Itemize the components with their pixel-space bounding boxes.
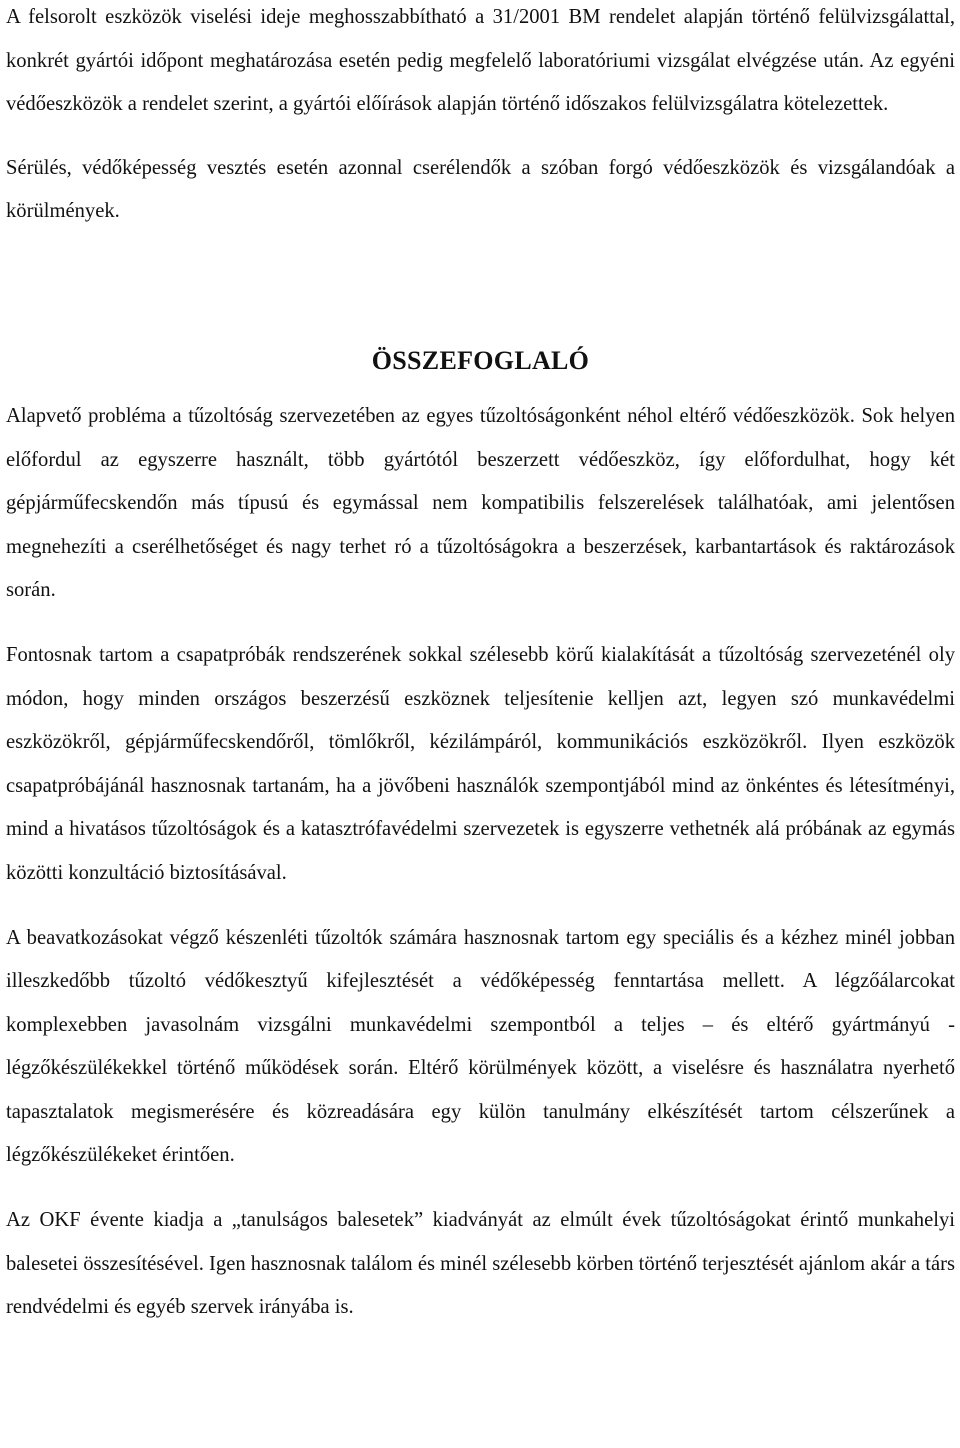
paragraph-basic-problem: Alapvető probléma a tűzoltóság szervezetében az egyes tűzoltóságonként néhol eltérő védőeszközök. Sok helyen előfordul az egyszerre használt, több gyártótól beszerzett védőeszköz, így előfordulhat, hogy két gépjárműfecskendőn más típusú és egymással nem kompatibilis felszerelések találhatóak, ami jelentősen megnehezíti a cserélhetőséget és nagy terhet ró a tűzoltóságokra a beszerzések, karbantartások és raktározások során.	[6, 404, 955, 602]
paragraph-team-trials: Fontosnak tartom a csapatpróbák rendszerének sokkal szélesebb körű kialakítását a tűzoltóság szervezeténél oly módon, hogy minden országos beszerzésű eszköznek teljesítenie kelljen azt, legyen szó munkavédelmi eszközökről, gépjárműfecskendőről, tömlőkről, kézilámpáról, kommunikációs eszközökről. Ilyen eszközök csapatpróbájánál hasznosnak tartanám, ha a jövőbeni használók szempontjából mind az önkéntes és létesítményi, mind a hivatásos tűzoltóságok és a katasztrófavédelmi szervezetek is egyszerre vethetnék alá próbának az egymás közötti konzultáció biztosításával.	[6, 643, 955, 884]
paragraph-inspection: A felsorolt eszközök viselési ideje meghosszabbítható a 31/2001 BM rendelet alapján történő felülvizsgálattal, konkrét gyártói időpont meghatározása esetén pedig megfelelő laboratóriumi vizsgálat elvégzése után. Az egyéni védőeszközök a rendelet szerint, a gyártói előírások alapján történő időszakos felülvizsgálatra kötelezettek.	[6, 6, 955, 116]
paragraph-gloves-breathing: A beavatkozásokat végző készenléti tűzoltók számára hasznosnak tartom egy speciális és a kézhez minél jobban illeszkedőbb tűzoltó védőkesztyű kifejlesztését a védőképesség fenntartása mellett. A légzőálarcokat komplexebben javasolnám vizsgálni munkavédelmi szempontból a teljes – és eltérő gyártmányú - légzőkészülékekkel történő működések során. Eltérő körülmények között, a viselésre és használatra nyerhető tapasztalatok megismerésére és közreadására egy külön tanulmány elkészítését tartom célszerűnek a légzőkészülékeket érintően.	[6, 926, 955, 1167]
document-page	[6, 0, 955, 1330]
paragraph-okf-publication: Az OKF évente kiadja a „tanulságos balesetek” kiadványát az elmúlt évek tűzoltóságokat érintő munkahelyi balesetei összesítésével. Igen hasznosnak találom és minél szélesebb körben történő terjesztését ajánlom akár a társ rendvédelmi és egyéb szervek irányába is.	[6, 1209, 955, 1319]
paragraph-damage: Sérülés, védőképesség vesztés esetén azonnal cserélendők a szóban forgó védőeszközök és vizsgálandóak a körülmények.	[6, 156, 955, 223]
section-heading: ÖSSZEFOGLALÓ	[371, 345, 590, 375]
